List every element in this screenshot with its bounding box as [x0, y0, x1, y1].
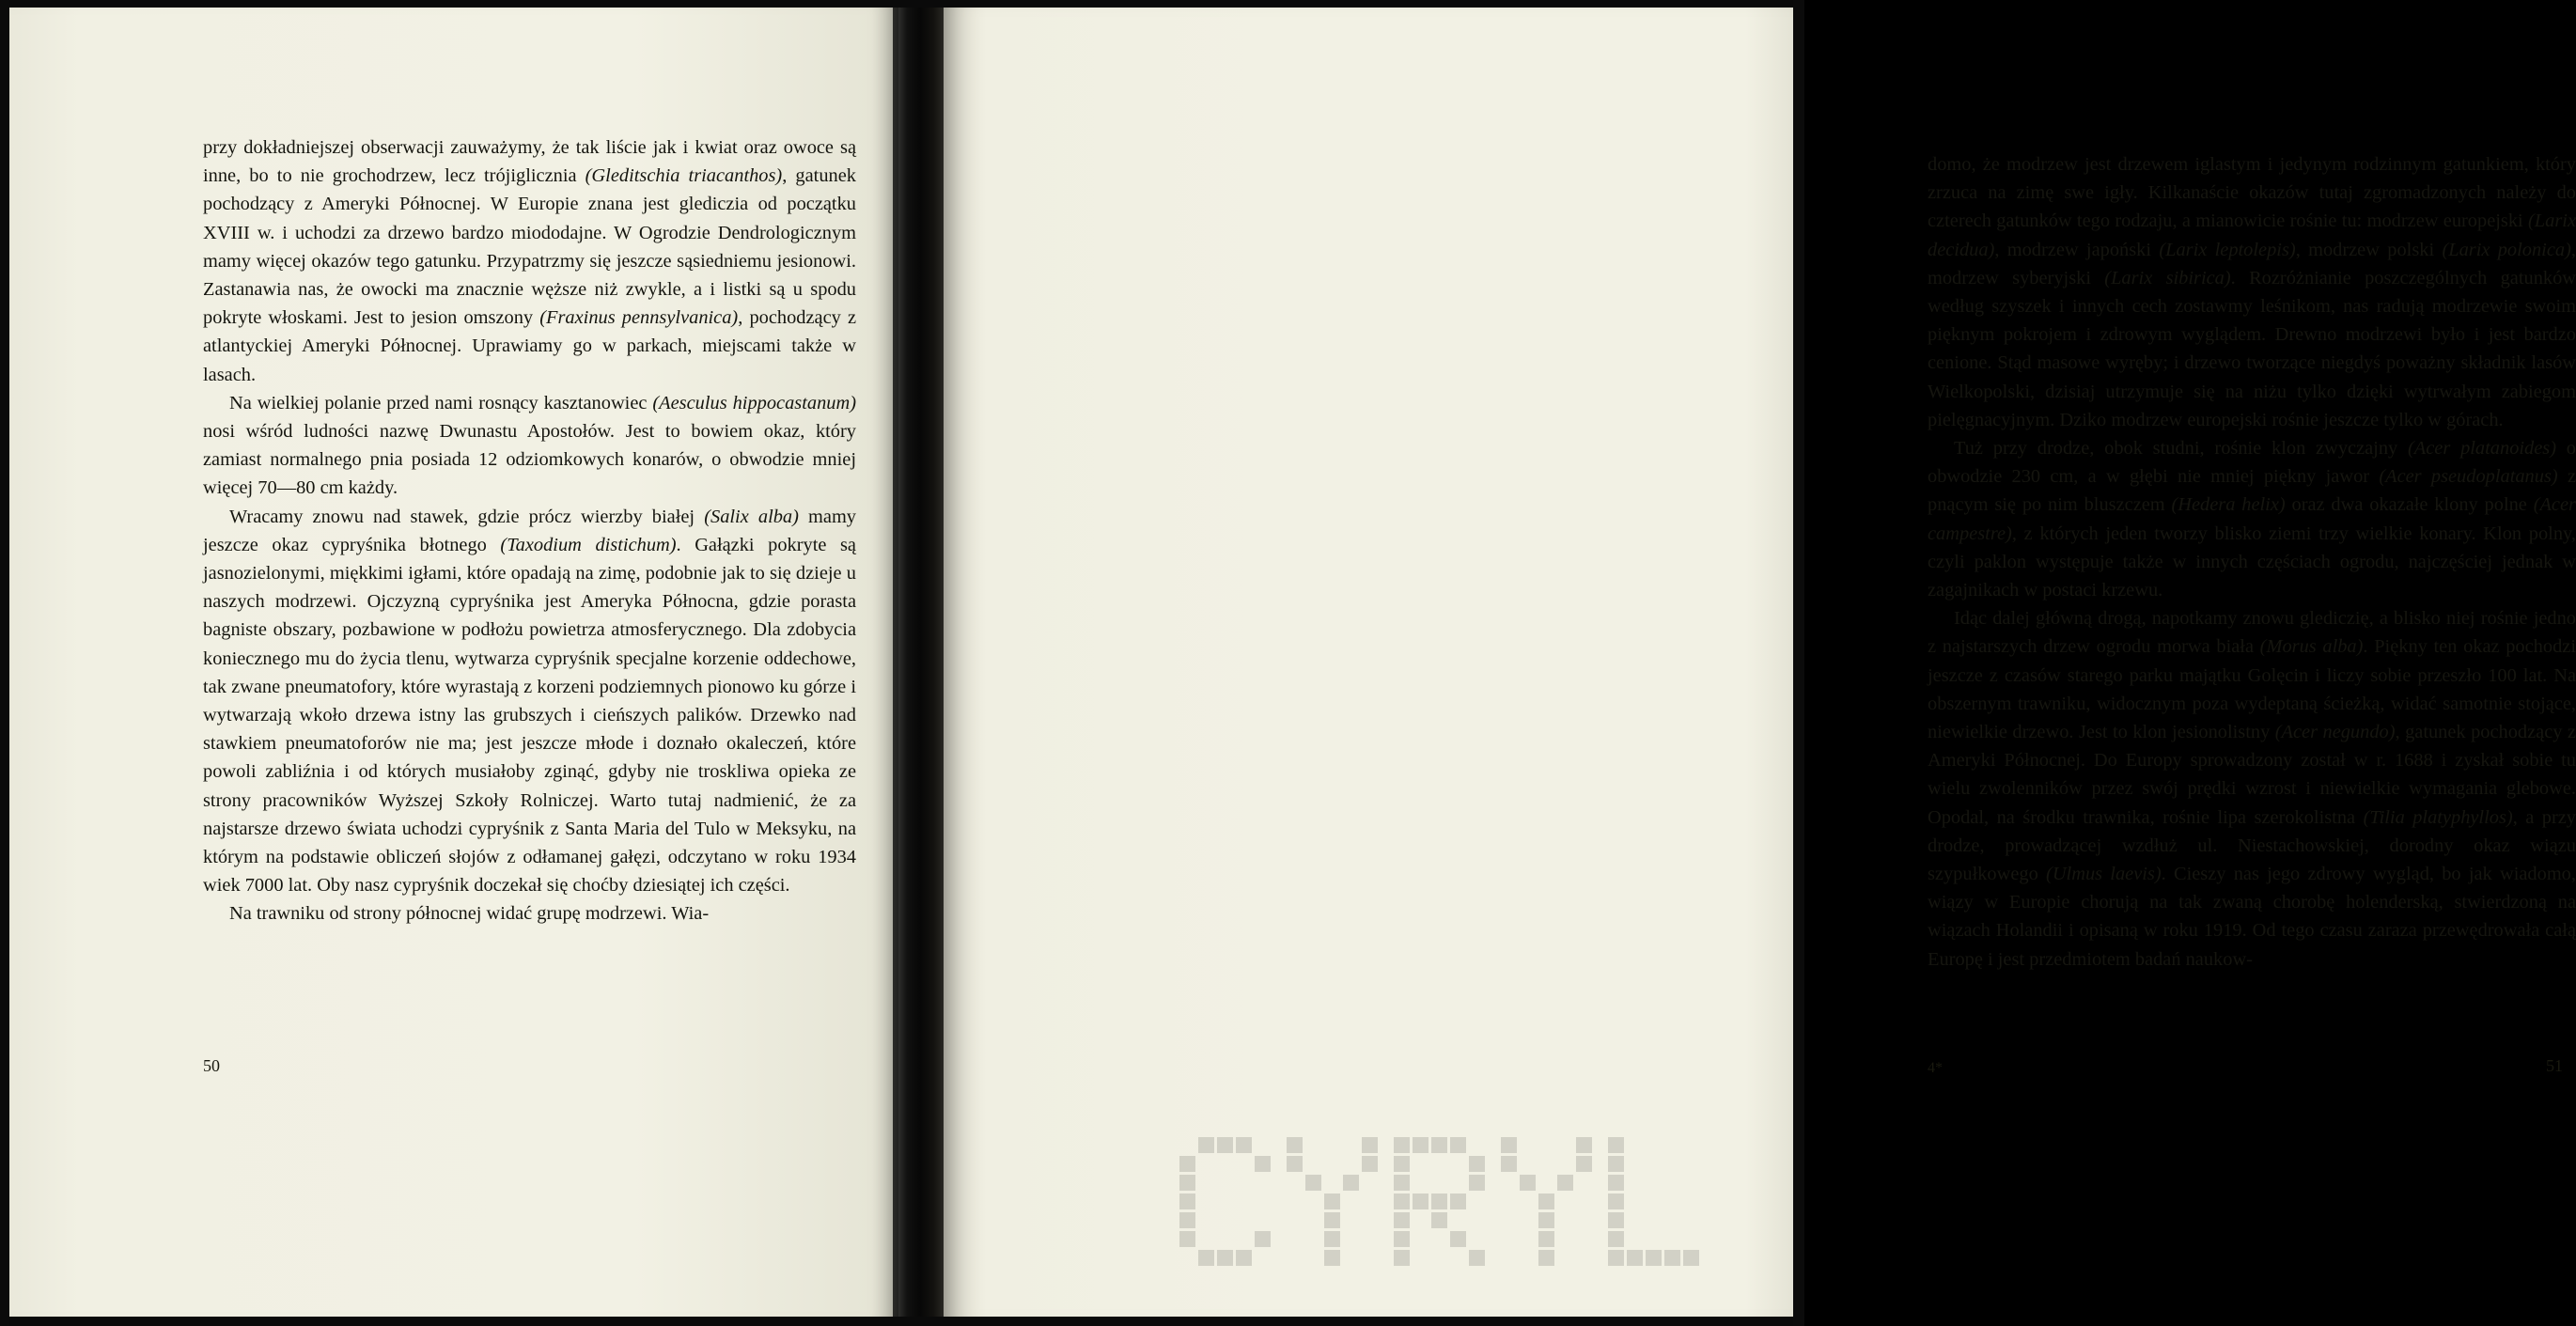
text-run: Na trawniku od strony północnej widać grupę modrzewi. Wia- — [229, 903, 710, 925]
text-run: mamy jeszcze okaz cypryśnika błotnego — [203, 506, 856, 555]
paragraph — [203, 899, 856, 928]
watermark-cell — [1179, 1212, 1195, 1228]
watermark-cell — [1538, 1193, 1554, 1209]
text-run: nosi wśród ludności nazwę Dwunastu Apostołów. Jest to bowiem okaz, który zamiast normalnego pnia posiada 12 odziomkowych konarów, o obwodzie mniej więcej 70—80 cm każdy. — [203, 421, 856, 499]
watermark-cell — [1520, 1175, 1536, 1191]
text-run: . Piękny ten okaz pochodzi jeszcze z czasów starego parku majątku Golęcin i liczy sobie przeszło 100 lat. Na obszernym trawniku, widocznym poza wydeptaną ścieżką, widać samotnie stojące, niewielkie drzewo. Jest to klon jesionolistny — [1928, 636, 2576, 743]
watermark-cell — [1413, 1193, 1429, 1209]
paragraph — [1928, 434, 2576, 604]
watermark-cell — [1179, 1156, 1195, 1172]
latin-name: (Tilia platyphyllos) — [2363, 806, 2513, 828]
watermark-cell — [1179, 1193, 1195, 1209]
watermark-cell — [1576, 1156, 1592, 1172]
watermark-cell — [1469, 1156, 1485, 1172]
watermark-cell — [1431, 1212, 1447, 1228]
watermark-cell — [1287, 1156, 1303, 1172]
text-run: , a przy drodze, prowadzącej wzdłuż ul. Niestachowskiej, dorodny okaz wiązu szypułkowego — [1928, 806, 2576, 885]
watermark-cell — [1394, 1250, 1410, 1266]
text-run: Idąc dalej główną drogą, napotkamy znowu glediczię, a blisko niej rośnie jedno z najstarszych drzew ogrodu morwa biała — [1928, 608, 2576, 658]
watermark-cell — [1646, 1250, 1662, 1266]
latin-name: (Larix leptolepis) — [2159, 239, 2296, 260]
watermark-cell — [1324, 1193, 1340, 1209]
text-run: , modrzew japoński — [1994, 239, 2160, 260]
watermark-cell — [1450, 1193, 1466, 1209]
watermark-cell — [1394, 1175, 1410, 1191]
text-run: , gatunek pochodzący z Ameryki Północnej. W Europie znana jest gledicziа od początku XVIII w. i uchodzi za drzewo bardzo miododajne. W Ogrodzie Dendrologicznym mamy więcej okazów tego gatunku. Przypatrzmy się jeszcze sąsiedniemu jesionowi. Zastanawia nas, że owocki ma znacznie węższe niż zwykle, a i listki są u spodu pokryte włoskami. Jest to jesion omszony — [203, 165, 856, 329]
latin-name: (Morus alba) — [2259, 636, 2364, 658]
watermark-cell — [1608, 1250, 1624, 1266]
watermark-cyryl — [1179, 1137, 1762, 1287]
latin-name: (Acer campestre) — [1928, 494, 2576, 544]
watermark-cell — [1255, 1231, 1271, 1247]
watermark-cell — [1236, 1137, 1252, 1153]
watermark-cell — [1501, 1156, 1517, 1172]
watermark-cell — [1217, 1137, 1233, 1153]
watermark-cell — [1343, 1175, 1359, 1191]
watermark-cell — [1305, 1175, 1321, 1191]
text-run: Wracamy znowu nad stawek, gdzie prócz wierzby białej — [229, 506, 705, 527]
watermark-cell — [1198, 1250, 1214, 1266]
text-run: , z których jeden tworzy blisko ziemi trzy wielkie konary. Klon polny, czyli paklon występuje także w innych częściach ogrodu, najczęściej jednak w zagajnikach w postaci krzewu. — [1928, 523, 2576, 601]
page-left — [8, 0, 898, 1326]
text-run: . Gałązki pokryte są jasnozielonymi, miękkimi igłami, które opadają na zimę, podobnie jak to się dzieje u naszych modrzewi. Ojczyzną cypryśnika jest Ameryka Północna, gdzie porasta bagniste obszary, pozbawione w podłożu powietrza atmosferycznego. Dla zdobycia koniecznego mu do życia tlenu, wytwarza cypryśnik specjalne korzenie oddechowe, tak zwane pneumatofory, które wyrastają z korzeni podziemnych pionowo ku górze i wytwarzają wkoło drzewa istny las grubszych i cieńszych palików. Drzewko nad stawkiem pneumatoforów nie ma; jest jeszcze młode i doznało okaleczeń, które powoli zabliźnia i od których musiałoby zginąć, gdyby nie troskliwa opieka ze strony pracowników Wyższej Szkoły Rolniczej. Warto tutaj nadmienić, że za najstarsze drzewo świata uchodzi cypryśnik z Santa Maria del Tulo w Meksyku, na którym na podstawie obliczeń słojów z odłamanej gałęzi, odczytano w roku 1934 wiek 7000 lat. Oby nasz cypryśnik doczekał się choćby dziesiątej ich części. — [203, 534, 856, 897]
paragraph — [1928, 604, 2576, 974]
watermark-cell — [1431, 1137, 1447, 1153]
watermark-cell — [1469, 1175, 1485, 1191]
latin-name: (Acer negundo) — [2274, 722, 2396, 743]
scan-edge-top — [0, 0, 1804, 8]
watermark-cell — [1664, 1250, 1680, 1266]
text-run: , modrzew syberyjski — [1928, 239, 2576, 289]
scan-edge-right — [1793, 0, 1804, 1326]
watermark-cell — [1324, 1250, 1340, 1266]
latin-name: (Fraxinus pennsylvanica) — [539, 307, 739, 329]
signature-mark: 4* — [1928, 1060, 1943, 1076]
text-run: oraz dwa okazałe klony polne — [2285, 494, 2534, 516]
latin-name: (Salix alba) — [704, 506, 799, 527]
text-run: . Rozróżnianie poszczególnych gatunków według szyszek i innych cech zostawmy leśnikom, nas radują modrzewie swoim pięknym pokrojem i zdrowym wyglądem. Drewno modrzewi było i jest bardzo cenione. Stąd masowe wyręby; i drzewo tworzące niegdyś poważny składnik lasów Wielkopolski, dzisiaj utrzymuje się na niżu tylko dzięki wytrwałym zabiegom pielęgnacyjnym. Dziko modrzew europejski rośnie jeszcze tylko w górach. — [1928, 267, 2576, 430]
watermark-cell — [1394, 1231, 1410, 1247]
watermark-cell — [1538, 1250, 1554, 1266]
watermark-cell — [1394, 1193, 1410, 1209]
text-run: , gatunek pochodzący z Ameryki Północnej. Do Europy sprowadzony został w r. 1688 i zyskał sobie tu wielu zwolenników przez swój prędki wzrost i niewielkie wymagania glebowe. Opodal, na środku trawnika, rośnie lipa szerokolistna — [1928, 722, 2576, 828]
watermark-cell — [1450, 1231, 1466, 1247]
watermark-cell — [1217, 1250, 1233, 1266]
watermark-cell — [1362, 1156, 1378, 1172]
text-run: . Cieszy nas jego zdrowy wygląd, bo jak wiadomo, wiązy w Europie chorują na tak zwaną chorobę holenderską, stwierdzoną na wiązach Holandii i opisaną w roku 1919. Od tego czasu zaraza przewędrowała całą Europę i jest przedmiotem badań naukow- — [1928, 864, 2576, 970]
watermark-cell — [1198, 1137, 1214, 1153]
text-run: przy dokładniejszej obserwacji zauważymy, że tak liście jak i kwiat oraz owoce są inne, bo to nie grochodrzew, lecz trójiglicznia — [203, 137, 856, 187]
watermark-cell — [1538, 1231, 1554, 1247]
page-left-text — [203, 133, 856, 928]
watermark-cell — [1683, 1250, 1699, 1266]
watermark-cell — [1450, 1137, 1466, 1153]
watermark-cell — [1362, 1137, 1378, 1153]
page-right-text — [1928, 150, 2576, 974]
watermark-cell — [1324, 1212, 1340, 1228]
text-run: o obwodzie 230 cm, a w głębi nie mniej piękny jawor — [1928, 438, 2576, 488]
watermark-cell — [1287, 1137, 1303, 1153]
watermark-cell — [1627, 1250, 1643, 1266]
watermark-cell — [1394, 1156, 1410, 1172]
watermark-cell — [1608, 1193, 1624, 1209]
watermark-cell — [1608, 1156, 1624, 1172]
page-right — [944, 0, 2576, 1326]
paragraph — [203, 389, 856, 503]
watermark-cell — [1501, 1137, 1517, 1153]
watermark-cell — [1608, 1212, 1624, 1228]
latin-name: (Larix sibirica) — [2104, 267, 2231, 289]
latin-name: (Larix decidua) — [1928, 211, 2576, 260]
paragraph — [1928, 150, 2576, 434]
text-run: , pochodzący z atlantyckiej Ameryki Północnej. Uprawiamy go w parkach, miejscami także w lasach. — [203, 307, 856, 385]
watermark-cell — [1394, 1212, 1410, 1228]
latin-name: (Hedera helix) — [2171, 494, 2286, 516]
text-run: Na wielkiej polanie przed nami rosnący kasztanowiec — [229, 392, 653, 413]
text-run: , modrzew polski — [2295, 239, 2443, 260]
latin-name: (Aesculus hippocastanum) — [652, 392, 857, 413]
watermark-cell — [1469, 1250, 1485, 1266]
watermark-cell — [1538, 1212, 1554, 1228]
latin-name: (Larix polonica) — [2442, 239, 2571, 260]
watermark-cell — [1179, 1175, 1195, 1191]
latin-name: (Taxodium distichum) — [500, 534, 677, 555]
book-gutter — [893, 0, 947, 1326]
watermark-cell — [1608, 1137, 1624, 1153]
watermark-cell — [1413, 1137, 1429, 1153]
watermark-cell — [1557, 1175, 1573, 1191]
watermark-cell — [1576, 1137, 1592, 1153]
scan-edge-left — [0, 0, 9, 1326]
latin-name: (Ulmus laevis) — [2046, 864, 2162, 885]
latin-name: (Acer platanoides) — [2408, 438, 2557, 460]
text-run: Tuż przy drodze, obok studni, rośnie klon zwyczajny — [1954, 438, 2409, 460]
text-run: z pnącym się po nim bluszczem — [1928, 466, 2576, 516]
scan-edge-bottom — [0, 1317, 1804, 1326]
page-number-left: 50 — [203, 1056, 220, 1075]
latin-name: (Acer pseudoplatanus) — [2379, 466, 2558, 488]
watermark-cell — [1255, 1156, 1271, 1172]
page-number-right: 51 — [2546, 1056, 2563, 1075]
watermark-cell — [1179, 1231, 1195, 1247]
watermark-cell — [1394, 1137, 1410, 1153]
watermark-cell — [1236, 1250, 1252, 1266]
text-run: domo, że modrzew jest drzewem iglastym i jedynym rodzinnym gatunkiem, który zrzuca na zimę swe igły. Kilkanaście okazów tutaj zgromadzonych należy do czterech gatunków tego rodzaju, a mianowicie rośnie tu: modrzew europejski — [1928, 154, 2576, 232]
paragraph — [203, 503, 856, 900]
watermark-cell — [1608, 1175, 1624, 1191]
latin-name: (Gleditschia triacanthos) — [585, 165, 783, 187]
watermark-cell — [1324, 1231, 1340, 1247]
paragraph — [203, 133, 856, 389]
watermark-cell — [1608, 1231, 1624, 1247]
watermark-cell — [1431, 1193, 1447, 1209]
